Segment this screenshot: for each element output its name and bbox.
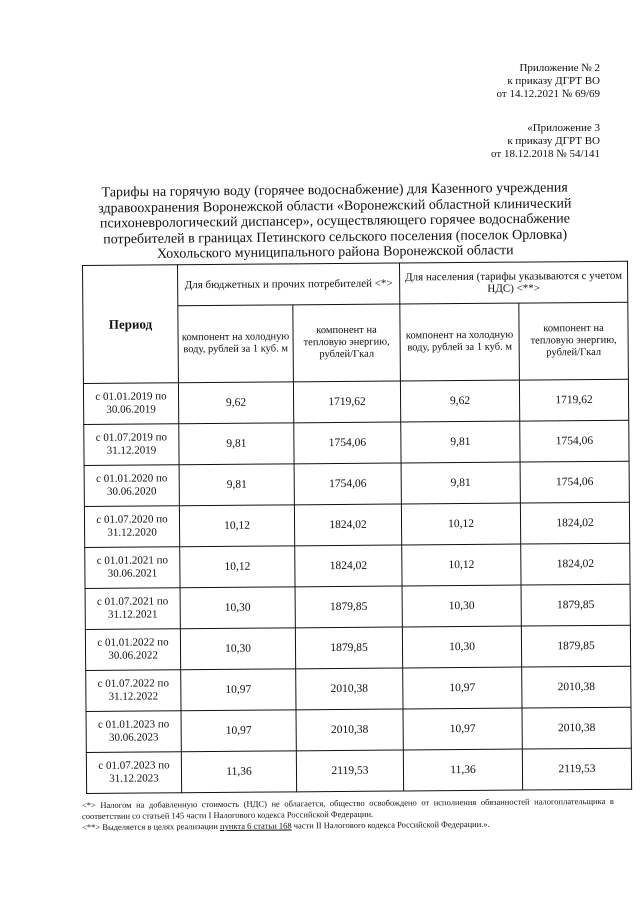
budget-cold-cell: 9,62 xyxy=(178,382,293,424)
population-cold-cell: 9,81 xyxy=(401,462,520,504)
budget-heat-cell: 1824,02 xyxy=(295,545,402,587)
table-row xyxy=(86,748,631,793)
budget-cold-cell: 11,36 xyxy=(181,751,296,793)
budget-group-header: Для бюджетных и прочих потребителей <*> xyxy=(178,263,400,306)
title-line: здравоохранения Воронежской области «Воронежский областной клинический xyxy=(98,196,572,216)
footnote-text: <**> Выделяется в целях реализации xyxy=(82,821,221,833)
population-cold-cell: 9,62 xyxy=(400,380,519,422)
period-cell: с 01.01.2023 по 30.06.2023 xyxy=(86,711,181,753)
population-heat-cell: 2119,53 xyxy=(522,748,631,790)
tax-code-reference-link[interactable]: пункта 6 статьи 168 xyxy=(219,820,292,832)
table-row xyxy=(85,625,630,670)
budget-heat-cell: 2010,38 xyxy=(296,668,403,710)
table-row xyxy=(83,379,628,424)
period-cell: с 01.01.2019 по 30.06.2019 xyxy=(83,383,178,425)
budget-cold-cell: 10,97 xyxy=(181,710,296,752)
appendix-previous-line: «Приложение 3 xyxy=(527,122,600,134)
population-cold-cell: 11,36 xyxy=(403,749,522,791)
population-cold-cell: 10,12 xyxy=(401,503,520,545)
budget-cold-cell: 10,30 xyxy=(180,587,295,629)
population-heat-cell: 1879,85 xyxy=(521,584,630,626)
budget-cold-cell: 10,97 xyxy=(181,669,296,711)
budget-heat-cell: 1719,62 xyxy=(293,381,400,423)
period-cell: с 01.07.2019 по 31.12.2019 xyxy=(84,424,179,466)
population-cold-cell: 10,30 xyxy=(402,626,521,668)
population-cold-cell: 10,30 xyxy=(402,585,521,627)
population-cold-cell: 10,97 xyxy=(403,667,522,709)
appendix-current xyxy=(497,62,600,101)
table-row xyxy=(84,420,629,465)
population-group-header: Для населения (тарифы указываются с учетом НДС) <**> xyxy=(399,261,627,304)
period-cell: с 01.07.2023 по 31.12.2023 xyxy=(86,752,181,794)
period-cell: с 01.01.2021 по 30.06.2021 xyxy=(85,547,180,589)
footnote-vat-exempt: <*> Налогом на добавленную стоимость (НДС) не облагается, общество освобождено от исполнения обязанностей налогоплательщика в соответствии со статьей 145 части I Налогового кодекса Российской Федерации. xyxy=(81,795,614,822)
appendix-previous xyxy=(491,122,600,161)
population-heat-cell: 1879,85 xyxy=(521,625,630,667)
budget-heat-cell: 1824,02 xyxy=(294,504,401,546)
appendix-current-line: Приложение № 2 xyxy=(519,62,600,74)
population-heat-cell: 2010,38 xyxy=(522,707,631,749)
period-cell: с 01.01.2022 по 30.06.2022 xyxy=(85,629,180,671)
budget-cold-cell: 9,81 xyxy=(179,464,294,506)
population-cold-cell: 10,97 xyxy=(403,708,522,750)
table-row xyxy=(84,461,629,506)
period-header: Период xyxy=(83,265,179,384)
appendix-previous-line: от 18.12.2018 № 54/141 xyxy=(491,148,600,160)
budget-heat-header: компонент на тепловую энергию, рублей/Гкал xyxy=(293,304,401,382)
appendix-current-line: от 14.12.2021 № 69/69 xyxy=(496,88,600,100)
period-cell: с 01.07.2020 по 31.12.2020 xyxy=(84,506,179,548)
budget-cold-cell: 10,30 xyxy=(180,628,295,670)
budget-heat-cell: 1879,85 xyxy=(295,586,402,628)
appendix-current-line: к приказу ДГРТ ВО xyxy=(507,75,600,87)
budget-cold-cell: 10,12 xyxy=(180,546,295,588)
period-cell: с 01.07.2022 по 31.12.2022 xyxy=(86,670,181,712)
appendix-previous-line: к приказу ДГРТ ВО xyxy=(507,135,600,147)
title-line: потребителей в границах Петинского сельского поселения (поселок Орловка) xyxy=(103,227,568,247)
footnotes xyxy=(82,796,614,833)
population-cold-cell: 10,12 xyxy=(402,544,521,586)
budget-cold-cell: 9,81 xyxy=(179,423,294,465)
period-cell: с 01.07.2021 по 31.12.2021 xyxy=(85,588,180,630)
period-cell: с 01.01.2020 по 30.06.2020 xyxy=(84,465,179,507)
table-row xyxy=(84,502,629,547)
budget-heat-cell: 1754,06 xyxy=(294,463,401,505)
title-line: психоневрологический диспансер», осуществляющего горячее водоснабжение xyxy=(99,211,571,232)
title-line: Хохольского муниципального района Воронежской области xyxy=(156,243,514,262)
population-heat-cell: 1754,06 xyxy=(520,461,629,503)
population-cold-cell: 9,81 xyxy=(401,421,520,463)
table-row xyxy=(85,584,630,629)
footnote-text: части II Налогового кодекса Российской Федерации.». xyxy=(291,818,490,831)
population-heat-cell: 1754,06 xyxy=(520,420,629,462)
population-heat-cell: 1824,02 xyxy=(521,543,630,585)
population-heat-header: компонент на тепловую энергию, рублей/Гкал xyxy=(519,302,629,380)
budget-heat-cell: 2119,53 xyxy=(296,750,403,792)
table-row xyxy=(85,543,630,588)
population-heat-cell: 2010,38 xyxy=(522,666,631,708)
table-row xyxy=(86,666,631,711)
tariff-table xyxy=(82,261,632,794)
budget-heat-cell: 1754,06 xyxy=(294,422,401,464)
tariff-table-wrapper xyxy=(82,261,632,794)
population-cold-header: компонент на холодную воду, рублей за 1 куб. м xyxy=(400,303,520,381)
budget-cold-cell: 10,12 xyxy=(179,505,294,547)
population-heat-cell: 1824,02 xyxy=(520,502,629,544)
budget-heat-cell: 1879,85 xyxy=(295,627,402,669)
title-line: Тарифы на горячую воду (горячее водоснабжение) для Казенного учреждения xyxy=(101,180,568,201)
budget-heat-cell: 2010,38 xyxy=(296,709,403,751)
budget-cold-header: компонент на холодную воду, рублей за 1 куб. м xyxy=(178,305,294,383)
population-heat-cell: 1719,62 xyxy=(519,379,628,421)
table-row xyxy=(86,707,631,752)
document-title xyxy=(70,180,601,263)
